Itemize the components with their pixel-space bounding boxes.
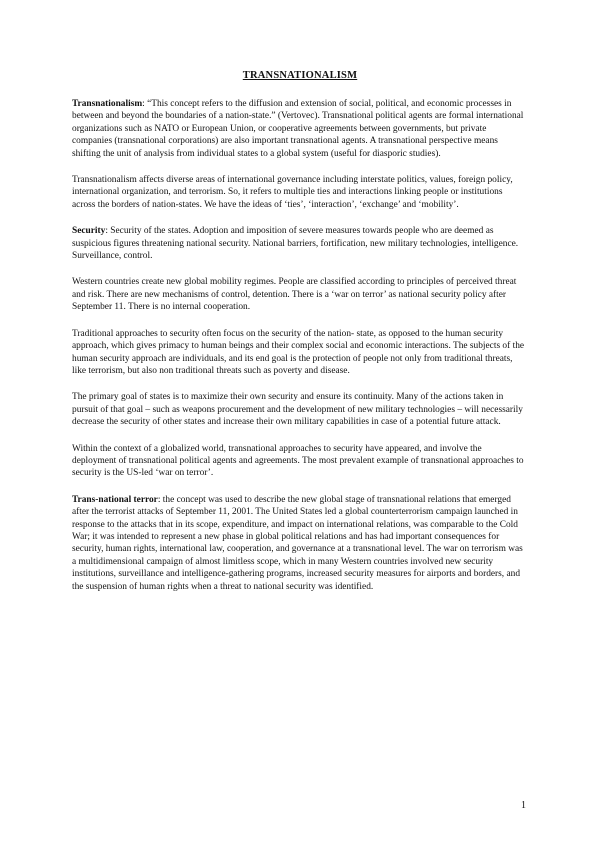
- paragraph-text: : “This concept refers to the diffusion and extension of social, political, and economic processes in between and beyond the boundaries of a nation-state.” (Vertovec). Transnational political agents are formal international organizations such as NATO or European Union, or cooperative agreements between governments, but private companies (transnational corporations) are also important transnational agents. A transnational perspective means shifting the unit of analysis from individual states to a global system (useful for diasporic studies).: [72, 99, 524, 159]
- paragraph-text: Western countries create new global mobility regimes. People are classified according to principles of perceived threat and risk. There are new mechanisms of control, detention. There is a ‘war on terror’ as national security policy after September 11. There is no internal cooperation.: [72, 277, 517, 313]
- paragraph-globalized-world: [72, 443, 528, 480]
- paragraph-text: Within the context of a globalized world, transnational approaches to security have appeared, and involve the deployment of transnational political agents and agreements. The most prevalent example of transnational approaches to security is the US-led ‘war on terror’.: [72, 443, 524, 479]
- paragraph-text: Traditional approaches to security often focus on the security of the nation- state, as opposed to the human security approach, which gives primacy to human beings and their complex social and economic interactions. The subjects of the human security approach are individuals, and its end goal is the protection of people not only from traditional threats, like terrorism, but also non traditional threats such as poverty and disease.: [72, 328, 525, 376]
- paragraph-traditional-approaches: [72, 328, 528, 378]
- paragraph-text: : the concept was used to describe the new global stage of transnational relations that emerged after the terrorist attacks of September 11, 2001. The United States led a global counterterrorism campaign launched in response to the attacks that in its scope, expenditure, and impact on international relations, was comparable to the Cold War; it was intended to represent a new phase in global political relations and has had important consequences for security, human rights, international law, cooperation, and governance at a transnational level. The war on terrorism was a multidimensional campaign of almost limitless scope, which in many Western countries involved new security institutions, surveillance and intelligence-gathering programs, increased security measures for airports and borders, and the suspension of human rights when a threat to national security was identified.: [72, 494, 523, 592]
- term-transnational-terror: Trans-national terror: [72, 494, 158, 505]
- paragraph-text: The primary goal of states is to maximize their own security and ensure its continuity. Many of the actions taken in pursuit of that goal – such as weapons procurement and the development of new military technologies – will necessarily decrease the security of other states and increase their own military capabilities in case of a potential future attack.: [72, 392, 523, 428]
- document-title: TRANSNATIONALISM: [242, 70, 358, 81]
- paragraph-primary-goal: [72, 391, 528, 428]
- term-transnationalism: Transnationalism: [72, 99, 143, 109]
- paragraph-transnationalism: [72, 98, 528, 160]
- term-security: Security: [72, 226, 106, 237]
- paragraph-mobility-regimes: [72, 276, 528, 313]
- page-number: 1: [521, 800, 526, 811]
- paragraph-governance: [72, 174, 528, 211]
- paragraph-text: : Security of the states. Adoption and imposition of severe measures towards people who are deemed as suspicious figures threatening national security. National barriers, fortification, new military technologies, intelligence. Surveillance, control.: [72, 226, 519, 262]
- paragraph-security: [72, 225, 528, 262]
- paragraph-transnational-terror: [72, 494, 528, 593]
- document-page: [72, 70, 528, 607]
- paragraph-text: Transnationalism affects diverse areas of international governance including interstate politics, values, foreign policy, international organization, and terrorism. So, it refers to multiple ties and interactions linking people or institutions across the borders of nation-states. We have the ideas of ‘ties’, ‘interaction’, ‘exchange’ and ‘mobility’.: [72, 175, 513, 210]
